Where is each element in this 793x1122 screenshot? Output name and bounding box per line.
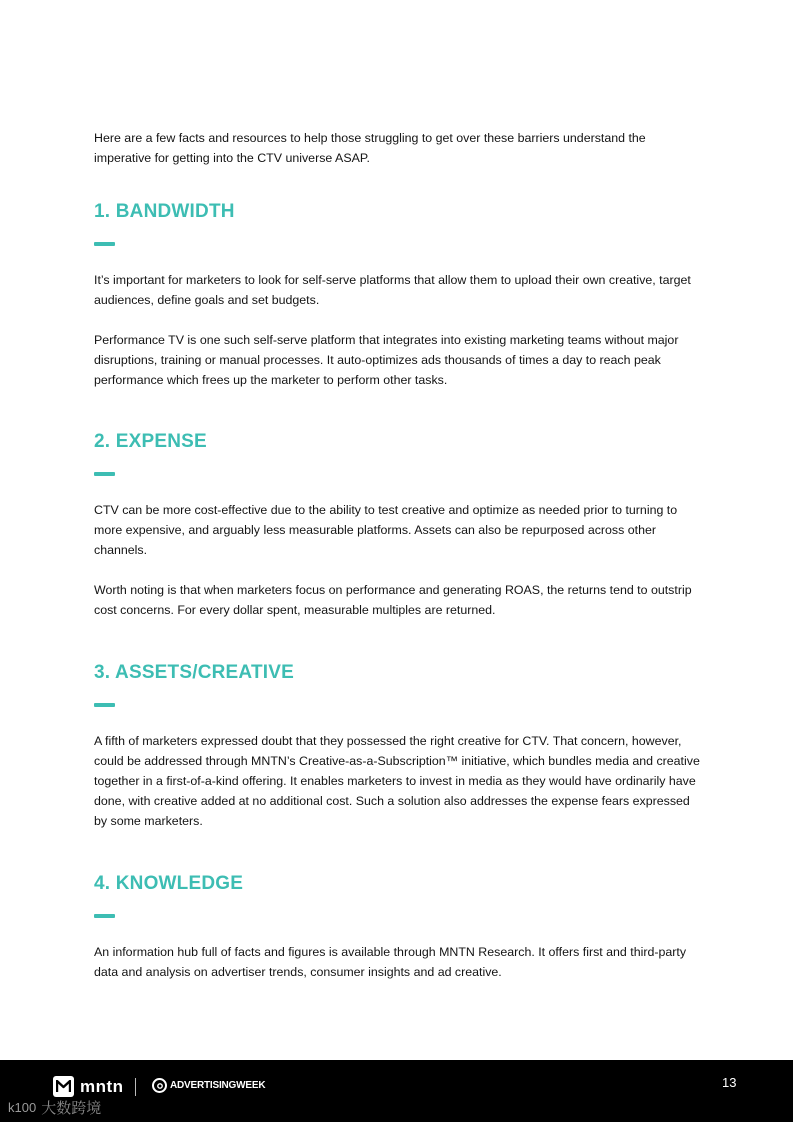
page-content (94, 128, 704, 982)
section-paragraph: An information hub full of facts and figures is available through MNTN Research. It offers first and third-party data and analysis on advertiser trends, consumer insights and ad creative. (94, 945, 687, 979)
section-expense (94, 431, 704, 620)
heading-accent-rule (94, 242, 115, 246)
advertising-week-logo (152, 1078, 265, 1093)
section-heading: 2. EXPENSE (94, 431, 207, 452)
section-paragraph: Worth noting is that when marketers focus on performance and generating ROAS, the returns tend to outstrip cost concerns. For every dollar spent, measurable multiples are returned. (94, 583, 692, 617)
advertising-week-wordmark: ADVERTISINGWEEK (170, 1080, 266, 1091)
intro-paragraph: Here are a few facts and resources to help those struggling to get over these barriers understand the imperative for getting into the CTV universe ASAP. (94, 131, 646, 165)
mntn-logo (53, 1076, 124, 1097)
section-paragraph: It’s important for marketers to look for self-serve platforms that allow them to upload their own creative, target audiences, define goals and set budgets. (94, 273, 691, 307)
heading-accent-rule (94, 703, 115, 707)
heading-accent-rule (94, 914, 115, 918)
section-bandwidth (94, 201, 704, 390)
watermark-logo-icon: k100 (8, 1100, 37, 1115)
section-heading: 1. BANDWIDTH (94, 201, 235, 222)
heading-accent-rule (94, 472, 115, 476)
mntn-wordmark: mntn (80, 1076, 124, 1096)
advertising-week-icon (152, 1078, 167, 1093)
section-paragraph: A fifth of marketers expressed doubt that they possessed the right creative for CTV. That concern, however, could be addressed through MNTN’s Creative-as-a-Subscription™ initiative, which bundles media and creative together in a first-of-a-kind offering. It enables marketers to invest in media as they would have ordinarily have done, with creative added at no additional cost. Such a solution also addresses the expense fears expressed by some marketers. (94, 734, 700, 828)
section-assets-creative (94, 662, 704, 831)
watermark-text: 大数跨境 (41, 1100, 102, 1117)
section-heading: 4. KNOWLEDGE (94, 873, 244, 894)
section-paragraph: CTV can be more cost-effective due to the ability to test creative and optimize as needed prior to turning to more expensive, and arguably less measurable platforms. Assets can also be repurposed across other channels. (94, 503, 678, 557)
page-number: 13 (722, 1075, 737, 1090)
watermark (8, 1097, 101, 1118)
section-heading: 3. ASSETS/CREATIVE (94, 662, 294, 683)
section-knowledge (94, 873, 704, 982)
section-paragraph: Performance TV is one such self-serve platform that integrates into existing marketing teams without major disruptions, training or manual processes. It auto-optimizes ads thousands of times a day to reach peak performance which frees up the marketer to perform other tasks. (94, 333, 679, 387)
page-footer (0, 1060, 793, 1122)
logo-divider (135, 1078, 136, 1096)
mntn-mark-icon (53, 1076, 74, 1097)
